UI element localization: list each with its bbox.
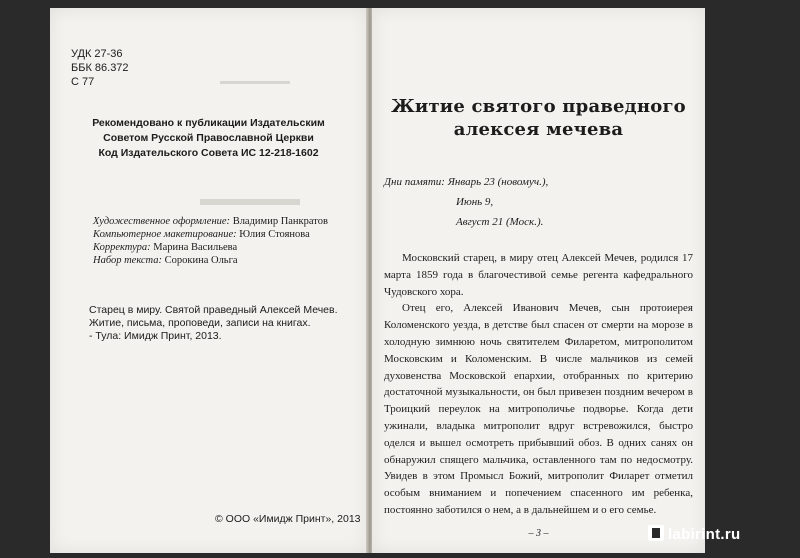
memory-line: Дни памяти: Январь 23 (новомуч.), (384, 176, 549, 188)
recommendation-line: Рекомендовано к публикации Издательским (92, 117, 325, 129)
right-page (372, 8, 705, 553)
credit-name: Юлия Стоянова (239, 229, 310, 240)
watermark (648, 525, 740, 543)
biblio-line: Житие, письма, проповеди, записи на книгах. (89, 317, 311, 329)
page-number: – 3 – (528, 528, 549, 539)
publication-recommendation (50, 116, 367, 161)
memory-days (384, 172, 548, 232)
credit-role: Корректура: (93, 242, 151, 253)
memory-line: Июнь 9, (456, 196, 494, 208)
recommendation-line: Советом Русской Православной Церкви (103, 132, 314, 144)
bbk-code: ББК 86.372 (71, 62, 129, 74)
body-text (384, 250, 693, 519)
bleed-through-text: ▬▬▬▬▬▬▬ (220, 76, 290, 87)
title-line: алексея мечева (453, 119, 624, 140)
memory-line: Август 21 (Моск.). (456, 216, 544, 228)
credit-name: Марина Васильева (153, 242, 238, 253)
credit-line (93, 254, 328, 267)
credit-role: Набор текста: (93, 255, 162, 266)
credit-role: Художественное оформление: (93, 216, 231, 227)
credits-block (93, 215, 328, 267)
bibliographic-record (89, 304, 338, 343)
biblio-line: Старец в миру. Святой праведный Алексей Мечев. (89, 304, 338, 316)
credit-line (93, 215, 328, 228)
paragraph: Отец его, Алексей Иванович Мечев, сын протоиерея Коломенского уезда, в детстве был спасен от смерти на морозе в холодную зимнюю ночь святителем Филаретом, митрополитом Московским и Коломенским. В числе мальчиков из семей духовенства Московской епархии, отобранных по критерию достаточной музыкальности, он был привезен поздним вечером в Троицкий переулок на митрополичье подворье. Когда дети ужинали, владыка митрополит вдруг встревожился, быстро оделся и вышел осмотреть прибывший обоз. В одних санях он обнаружил спящего мальчика, оставленного там по недосмотру. Увидев в этом Промысл Божий, митрополит Филарет отметил особым вниманием и попечением спасенного им ребенка, постоянно заботился о нем, а в дальнейшем и о его семье. (384, 302, 693, 516)
title-line: Житие святого праведного (391, 96, 686, 117)
recommendation-line: Код Издательского Совета ИС 12-218-1602 (98, 147, 319, 159)
classification-codes (71, 47, 129, 89)
credit-line (93, 228, 328, 241)
credit-name: Владимир Панкратов (232, 216, 328, 227)
watermark-text: labirint.ru (668, 526, 741, 543)
biblio-line: - Тула: Имидж Принт, 2013. (89, 330, 222, 342)
copyright-notice: © ООО «Имидж Принт», 2013 (215, 513, 361, 525)
udk-code: УДК 27-36 (71, 48, 123, 60)
credit-line (93, 241, 328, 254)
credit-name: Сорокина Ольга (164, 255, 238, 266)
paragraph: Московский старец, в миру отец Алексей Мечев, родился 17 марта 1859 года в благочестивой семье регента кафедрального Чудовского хора. (384, 252, 693, 298)
credit-role: Компьютерное макетирование: (93, 229, 237, 240)
labirint-logo-icon (648, 525, 664, 541)
author-code: С 77 (71, 76, 95, 88)
chapter-title (372, 95, 705, 141)
bleed-through-title: ▬▬▬▬▬ (200, 188, 300, 210)
left-page (50, 8, 367, 553)
